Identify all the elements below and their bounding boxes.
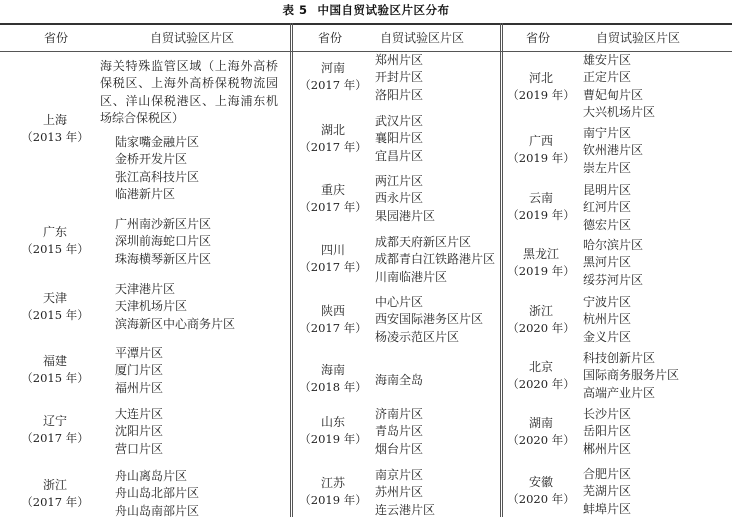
zone-list	[583, 350, 679, 402]
province-year: （2013 年）	[21, 130, 89, 145]
header-zones-2: 自贸试验区片区	[380, 31, 465, 45]
zone-item: 哈尔滨片区	[583, 238, 644, 252]
province-year: （2019 年）	[299, 432, 367, 447]
zone-item: 川南临港片区	[375, 269, 448, 284]
province-cell	[503, 133, 579, 167]
header-province-2: 省份	[318, 31, 343, 45]
province-name: 福建	[42, 354, 67, 368]
province-cell	[503, 246, 579, 280]
province-name: 河南	[320, 61, 345, 75]
province-cell	[296, 362, 370, 396]
zone-list	[583, 52, 655, 121]
zone-list	[115, 468, 199, 520]
zone-list	[375, 173, 435, 225]
province-year: （2017 年）	[21, 495, 89, 510]
zone-item: 成都天府新区片区	[375, 235, 472, 249]
zone-list	[375, 372, 423, 389]
zone-list	[375, 113, 423, 165]
province-year: （2018 年）	[299, 380, 367, 395]
zone-list	[115, 281, 235, 333]
table-number: 表 5	[282, 3, 308, 17]
zone-item: 连云港片区	[375, 502, 436, 517]
zone-note: 海关特殊监管区域（上海外高桥保税区、上海外高桥保税物流园区、洋山保税港区、上海浦东机场综合保税区）	[100, 59, 278, 125]
zone-item: 大兴机场片区	[583, 104, 656, 119]
zone-item: 郑州片区	[375, 53, 424, 67]
zone-item: 合肥片区	[583, 467, 632, 481]
zone-item: 天津机场片区	[115, 299, 188, 314]
zone-item: 德宏片区	[583, 217, 632, 232]
zone-item: 舟山岛南部片区	[115, 503, 200, 518]
zone-list	[115, 216, 211, 268]
province-name: 浙江	[42, 478, 67, 492]
zone-item: 蚌埠片区	[583, 501, 632, 516]
province-cell	[20, 413, 90, 447]
zone-item: 国际商务服务片区	[583, 368, 680, 383]
zone-list	[375, 467, 435, 519]
province-cell	[503, 190, 579, 224]
province-name: 天津	[42, 291, 67, 305]
zone-item: 营口片区	[115, 441, 164, 456]
province-cell	[296, 60, 370, 94]
zone-item: 开封片区	[375, 70, 424, 85]
zone-item: 雄安片区	[583, 53, 632, 67]
zone-item: 长沙片区	[583, 407, 632, 421]
zone-list	[375, 294, 483, 346]
province-year: （2019 年）	[507, 264, 575, 279]
province-cell	[20, 224, 90, 258]
province-cell	[296, 475, 370, 509]
zone-item: 南京片区	[375, 468, 424, 482]
zone-item: 舟山离岛片区	[115, 469, 188, 483]
province-name: 重庆	[320, 183, 345, 197]
zone-list	[583, 237, 643, 289]
province-name: 陕西	[320, 304, 345, 318]
zone-list	[583, 182, 631, 234]
zone-item: 两江片区	[375, 174, 424, 188]
zone-list	[375, 52, 423, 104]
province-cell	[296, 414, 370, 448]
zone-list	[375, 234, 495, 286]
zone-item: 南宁片区	[583, 126, 632, 140]
province-cell	[296, 242, 370, 276]
province-cell	[296, 182, 370, 216]
zone-item: 昆明片区	[583, 183, 632, 197]
header-zones-3: 自贸试验区片区	[596, 31, 681, 45]
province-cell	[503, 359, 579, 393]
province-year: （2017 年）	[299, 200, 367, 215]
zone-item: 天津港片区	[115, 282, 176, 296]
province-cell	[503, 303, 579, 337]
province-name: 北京	[528, 360, 553, 374]
zone-item: 岳阳片区	[583, 424, 632, 439]
zone-item: 高端产业片区	[583, 385, 656, 400]
province-year: （2020 年）	[507, 321, 575, 336]
zone-item: 烟台片区	[375, 441, 424, 456]
zone-item: 芜湖片区	[583, 484, 632, 499]
province-name: 江苏	[320, 476, 345, 490]
zone-item: 襄阳片区	[375, 131, 424, 146]
province-name: 湖南	[528, 416, 553, 430]
province-name: 四川	[320, 243, 345, 257]
province-cell	[503, 474, 579, 508]
zone-item: 杨凌示范区片区	[375, 329, 460, 344]
zone-item: 金桥开发片区	[115, 152, 188, 167]
zone-item: 沈阳片区	[115, 424, 164, 439]
province-name: 河北	[528, 71, 553, 85]
zone-item: 郴州片区	[583, 441, 632, 456]
zone-list	[115, 406, 163, 458]
zone-item: 珠海横琴新区片区	[115, 251, 212, 266]
province-year: （2017 年）	[299, 78, 367, 93]
zone-item: 舟山岛北部片区	[115, 486, 200, 501]
province-name: 云南	[528, 191, 553, 205]
zone-item: 济南片区	[375, 407, 424, 421]
zone-item: 西永片区	[375, 191, 424, 206]
zone-item: 绥芬河片区	[583, 272, 644, 287]
table-title	[0, 2, 732, 18]
province-name: 广西	[528, 134, 553, 148]
province-year: （2017 年）	[299, 321, 367, 336]
zone-list	[583, 294, 631, 346]
province-name: 黑龙江	[522, 247, 559, 261]
zone-item: 金义片区	[583, 329, 632, 344]
zone-list	[115, 345, 163, 397]
province-year: （2015 年）	[21, 242, 89, 257]
header-province-3: 省份	[526, 31, 551, 45]
zone-item: 厦门片区	[115, 363, 164, 378]
province-name: 湖北	[320, 123, 345, 137]
province-year: （2015 年）	[21, 371, 89, 386]
province-name: 上海	[42, 113, 67, 127]
zone-item: 洛阳片区	[375, 87, 424, 102]
province-name: 山东	[320, 415, 345, 429]
zone-item: 武汉片区	[375, 114, 424, 128]
zone-list	[583, 125, 643, 177]
province-year: （2019 年）	[507, 208, 575, 223]
province-year: （2017 年）	[21, 431, 89, 446]
province-year: （2015 年）	[21, 308, 89, 323]
zone-item: 海南全岛	[375, 373, 424, 387]
province-name: 海南	[320, 363, 345, 377]
zone-item: 青岛片区	[375, 424, 424, 439]
zone-item: 成都青白江铁路港片区	[375, 252, 496, 267]
zone-list	[375, 406, 423, 458]
zone-list	[583, 406, 631, 458]
zone-item: 正定片区	[583, 70, 632, 85]
province-name: 安徽	[528, 475, 553, 489]
zone-item: 宁波片区	[583, 295, 632, 309]
province-cell	[503, 415, 579, 449]
province-year: （2017 年）	[299, 140, 367, 155]
zone-item: 临港新片区	[115, 186, 176, 201]
zone-item: 滨海新区中心商务片区	[115, 316, 236, 331]
zone-list	[115, 134, 199, 203]
province-year: （2019 年）	[299, 493, 367, 508]
zone-item: 大连片区	[115, 407, 164, 421]
province-cell	[20, 477, 90, 511]
zone-item: 黑河片区	[583, 255, 632, 270]
zone-item: 中心片区	[375, 295, 424, 309]
zone-item: 苏州片区	[375, 485, 424, 500]
zone-item: 广州南沙新区片区	[115, 217, 212, 231]
province-cell	[296, 303, 370, 337]
table-caption: 中国自贸试验区片区分布	[317, 3, 450, 17]
zone-item: 科技创新片区	[583, 351, 656, 365]
province-year: （2020 年）	[507, 433, 575, 448]
zone-item: 曹妃甸片区	[583, 87, 644, 102]
column-divider-1	[290, 23, 293, 517]
province-cell	[20, 112, 90, 146]
header-zones-1: 自贸试验区片区	[150, 31, 235, 45]
province-year: （2017 年）	[299, 260, 367, 275]
province-year: （2019 年）	[507, 88, 575, 103]
province-cell	[20, 353, 90, 387]
province-year: （2020 年）	[507, 377, 575, 392]
zone-item: 福州片区	[115, 380, 164, 395]
province-cell	[503, 70, 579, 104]
zone-item: 果园港片区	[375, 208, 436, 223]
zone-item: 杭州片区	[583, 312, 632, 327]
province-year: （2019 年）	[507, 151, 575, 166]
zone-item: 宜昌片区	[375, 148, 424, 163]
province-name: 广东	[42, 225, 67, 239]
zone-item: 陆家嘴金融片区	[115, 135, 200, 149]
zone-item: 张江高科技片区	[115, 169, 200, 184]
province-name: 浙江	[528, 304, 553, 318]
zone-item: 深圳前海蛇口片区	[115, 234, 212, 249]
zone-item: 红河片区	[583, 200, 632, 215]
zone-list	[583, 466, 631, 518]
header-province-1: 省份	[44, 31, 69, 45]
province-cell	[20, 290, 90, 324]
table-top-rule	[0, 23, 732, 25]
province-name: 辽宁	[42, 414, 67, 428]
zone-item: 平潭片区	[115, 346, 164, 360]
province-cell	[296, 122, 370, 156]
zone-item: 崇左片区	[583, 160, 632, 175]
zone-item: 钦州港片区	[583, 143, 644, 158]
province-year: （2020 年）	[507, 492, 575, 507]
zone-item: 西安国际港务区片区	[375, 312, 484, 327]
